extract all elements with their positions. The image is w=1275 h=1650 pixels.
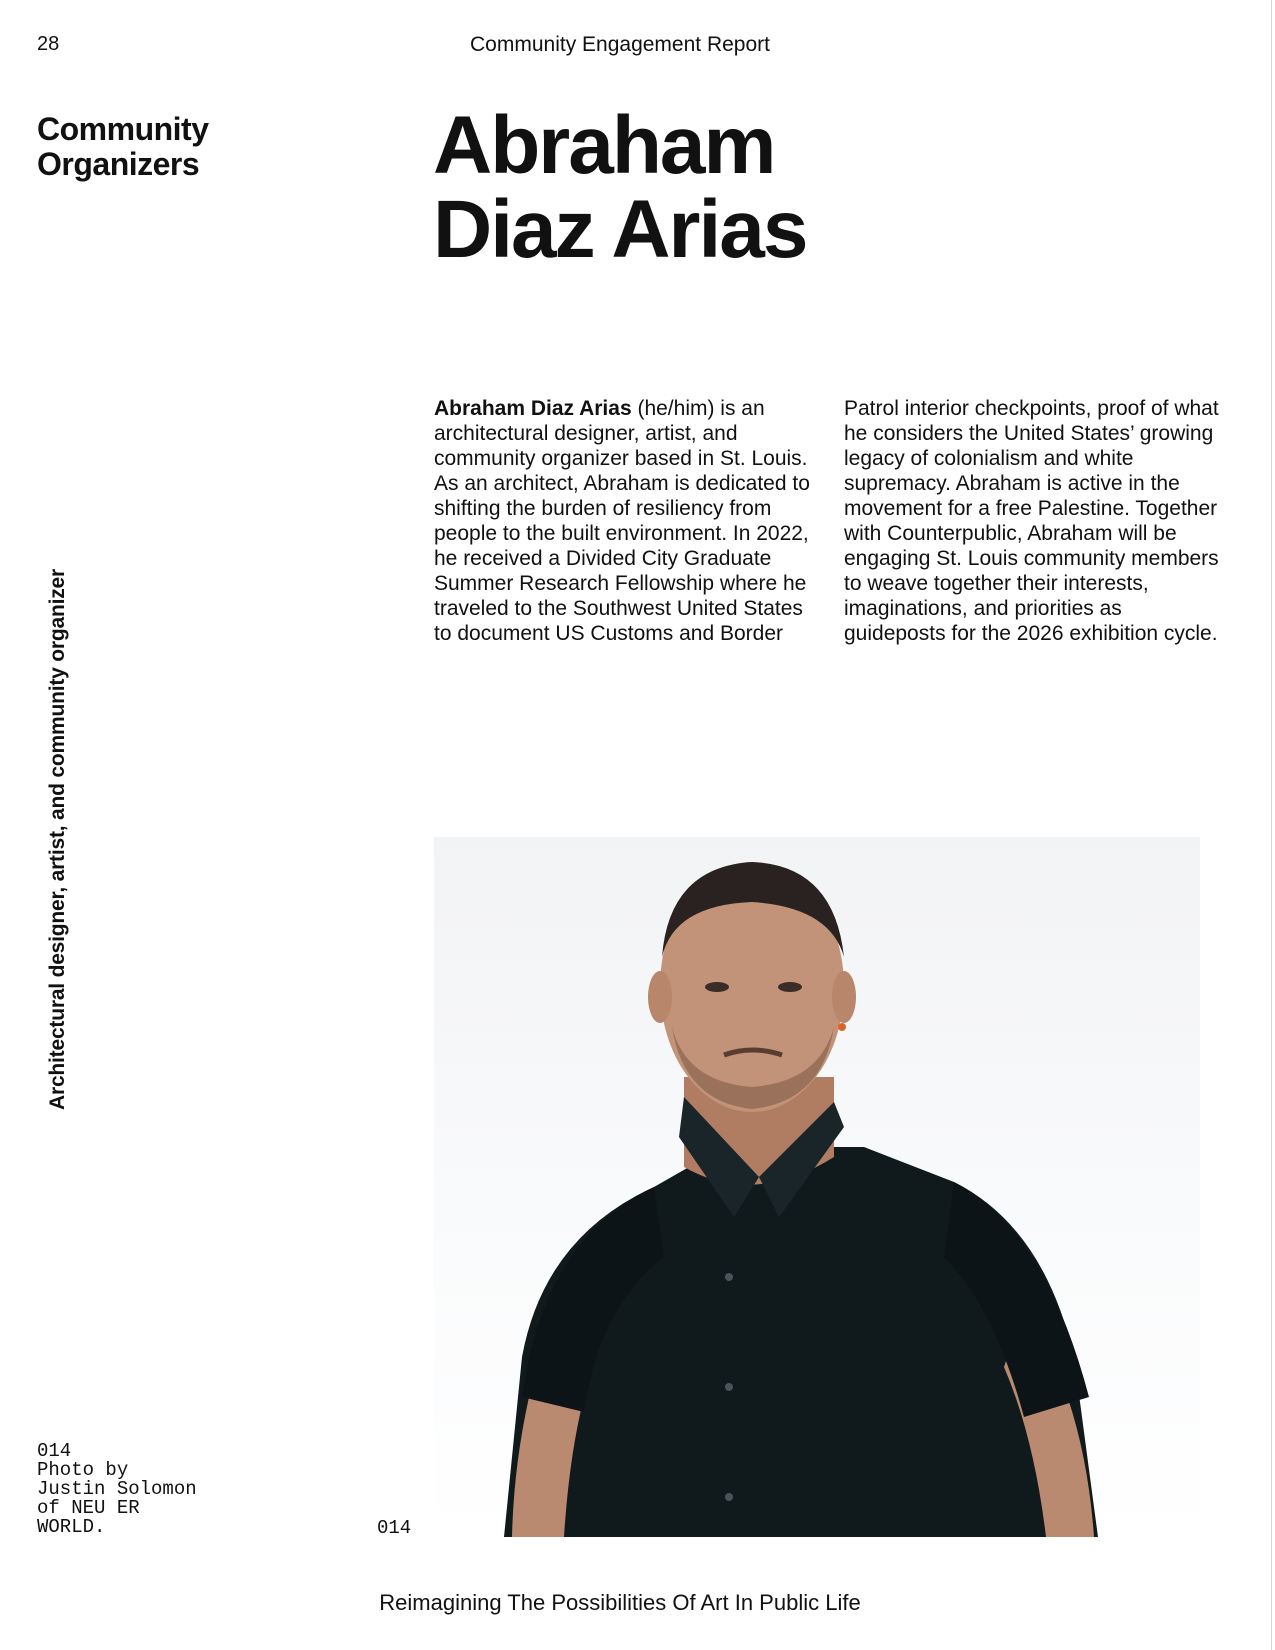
photo-credit-line-2: Justin Solomon	[37, 1478, 197, 1500]
bio-lead-name: Abraham Diaz Arias	[434, 397, 632, 420]
section-title-line-1: Community	[37, 111, 209, 147]
page-number: 28	[37, 33, 60, 55]
vertical-role-caption: Architectural designer, artist, and community organizer	[46, 569, 69, 1110]
person-name-line-1: Abraham	[433, 100, 775, 191]
photo-credit-line-4: WORLD.	[37, 1516, 106, 1538]
photo-credit	[37, 1442, 197, 1537]
section-title	[37, 112, 209, 182]
photo-credit-line-3: of NEU ER	[37, 1497, 140, 1519]
footer-tagline: Reimagining The Possibilities Of Art In Public Life	[379, 1590, 861, 1615]
person-name-heading	[433, 100, 807, 275]
photo-number: 014	[377, 1517, 412, 1539]
portrait-photo	[434, 837, 1200, 1537]
person-name-line-2: Diaz Arias	[433, 184, 807, 275]
photo-credit-line-1: Photo by	[37, 1459, 129, 1481]
portrait-illustration	[434, 837, 1200, 1537]
photo-credit-number: 014	[37, 1440, 72, 1462]
running-header-title: Community Engagement Report	[470, 33, 770, 56]
section-title-line-2: Organizers	[37, 146, 200, 182]
bio-paragraph	[434, 396, 1227, 696]
page-edge-divider	[1271, 0, 1272, 1650]
bio-body-text: (he/him) is an architectural designer, artist, and community organizer based in St. Louis. As an architect, Abraham is dedicated to shifting the burden of resiliency from people to the built environment. In 2022, he received a Divided City Graduate Summer Research Fellowship where he traveled to the Southwest United States to document US Customs and Border Patrol interior checkpoints, proof of what he considers the United States’ growing legacy of colonialism and white supremacy. Abraham is active in the movement for a free Palestine. Together with Counterpublic, Abraham will be engaging St. Louis community members to weave together their interests, imaginations, and priorities as guideposts for the 2026 exhibition cycle.	[434, 397, 1219, 645]
